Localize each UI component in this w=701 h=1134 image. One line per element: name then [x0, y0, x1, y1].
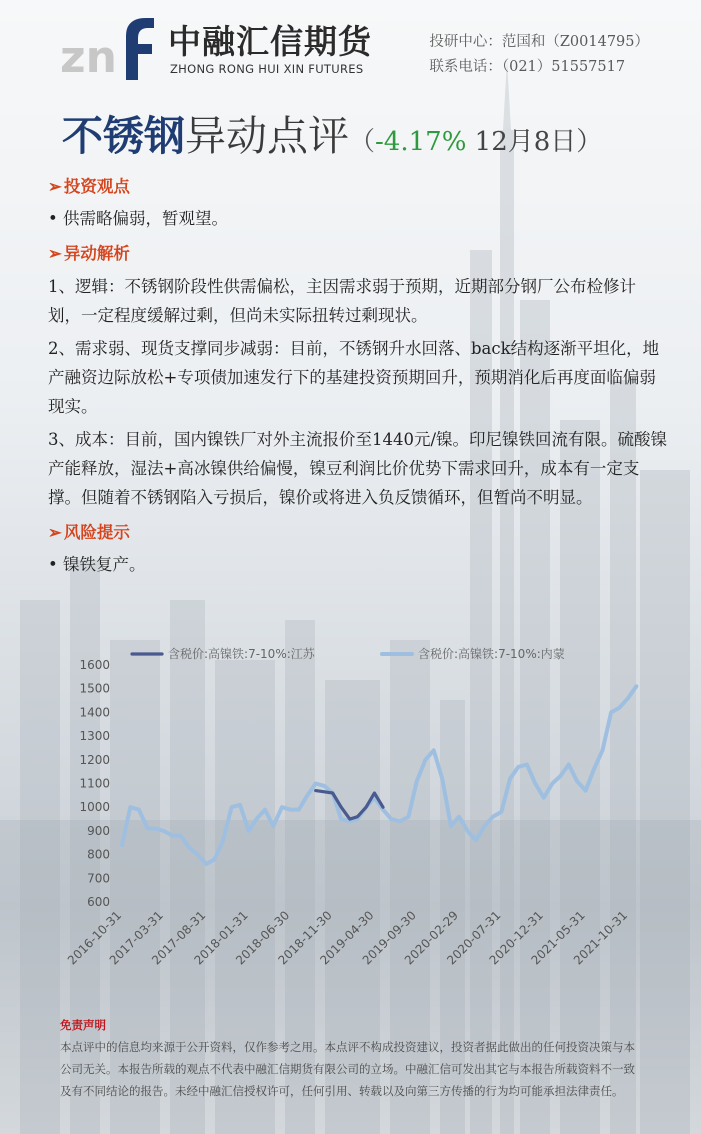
y-tick-label: 700 — [87, 871, 110, 886]
y-tick-label: 900 — [87, 823, 110, 838]
x-tick-label: 2017-03-31 — [106, 908, 166, 968]
series-line-neimeng — [122, 686, 636, 864]
x-tick-label: 2019-09-30 — [359, 908, 419, 968]
logo-znf-mark — [60, 10, 156, 82]
y-tick-label: 1600 — [79, 658, 110, 672]
y-tick-label: 800 — [87, 847, 110, 862]
x-tick-label: 2021-05-31 — [528, 908, 588, 968]
arrow-bullet-icon: ➢ — [48, 523, 62, 542]
title-change-percent: -4.17% — [375, 127, 467, 157]
contact-person: 投研中心：范国和（Z0014795） — [429, 34, 649, 50]
risk-bullet: • 镍铁复产。 — [48, 555, 146, 574]
x-tick-label: 2017-08-31 — [149, 908, 209, 968]
disclaimer-heading: 免责声明 — [60, 1018, 106, 1032]
section-heading-analysis: ➢ 异动解析 — [48, 244, 130, 263]
x-tick-label: 2019-04-30 — [317, 908, 377, 968]
x-tick-label: 2018-11-30 — [275, 908, 335, 968]
section-heading-view: ➢ 投资观点 — [48, 177, 130, 196]
legend-label: 含税价:高镍铁:7-10%:江苏 — [168, 647, 315, 661]
x-tick-label: 2018-01-31 — [191, 908, 251, 968]
company-logo — [60, 10, 380, 82]
analysis-paragraph-demand: 2、需求弱、现货支撑同步减弱：目前，不锈钢升水回落、back结构逐渐平坦化，地产融资边际放松+专项债加速发行下的基建投资预期回升，预期消化后再度面临偏弱现实。 — [48, 339, 660, 416]
disclaimer-body: 本点评中的信息均来源于公开资料，仅作参考之用。本点评不构成投资建议，投资者据此做出的任何投资决策与本公司无关。本报告所载的观点不代表中融汇信期货有限公司的立场。中融汇信可发出其它与本报告所载资料不一致及有不同结论的报告。未经中融汇信授权许可，任何引用、转载以及向第三方传播的行为均可能承担法律责任。 — [60, 1040, 635, 1098]
x-tick-label: 2020-02-29 — [401, 908, 462, 968]
y-tick-label: 1200 — [79, 752, 110, 767]
y-tick-label: 1100 — [79, 776, 110, 791]
section-heading-risk: ➢ 风险提示 — [48, 523, 130, 542]
y-tick-label: 600 — [87, 895, 110, 909]
arrow-bullet-icon: ➢ — [48, 244, 62, 263]
disclaimer — [60, 1014, 640, 1102]
svg-text:zn: zn — [60, 32, 117, 82]
nickel-iron-price-chart — [60, 640, 680, 1020]
y-tick-label: 1500 — [79, 681, 110, 696]
contact-phone: 联系电话：（021）51557517 — [429, 59, 626, 75]
report-content — [48, 172, 668, 579]
page-title — [62, 110, 602, 171]
analysis-paragraph-logic: 1、逻辑：不锈钢阶段性供需偏松，主因需求弱于预期，近期部分钢厂公布检修计划，一定程度缓解过剩，但尚未实际扭转过剩现状。 — [48, 277, 636, 325]
y-tick-label: 1000 — [79, 800, 110, 815]
title-paren-open: （ — [349, 127, 376, 157]
y-tick-label: 1300 — [79, 729, 110, 744]
logo-english-name: ZHONG RONG HUI XIN FUTURES — [170, 62, 364, 76]
contact-info — [429, 30, 649, 80]
x-tick-label: 2018-06-30 — [233, 908, 293, 968]
title-date: 12月8日） — [466, 127, 603, 157]
arrow-bullet-icon: ➢ — [48, 177, 62, 196]
title-subtitle: 异动点评 — [185, 112, 349, 160]
x-tick-label: 2016-10-31 — [64, 908, 125, 968]
x-tick-label: 2021-10-31 — [570, 908, 631, 968]
analysis-paragraph-cost: 3、成本：目前，国内镍铁厂对外主流报价至1440元/镍。印尼镍铁回流有限。硫酸镍产能释放，湿法+高冰镍供给偏慢，镍豆利润比价优势下需求回升，成本有一定支撑。但随着不锈钢陷入亏损后，镍价或将进入负反馈循环，但暂尚不明显。 — [48, 430, 668, 507]
x-tick-label: 2020-07-31 — [444, 908, 504, 968]
title-product: 不锈钢 — [62, 112, 185, 160]
view-bullet: • 供需略偏弱，暂观望。 — [48, 209, 228, 228]
logo-chinese-name: 中融汇信期货 — [168, 22, 372, 61]
series-line-jiangsu — [316, 791, 383, 820]
x-tick-label: 2020-12-31 — [486, 908, 546, 968]
legend-label: 含税价:高镍铁:7-10%:内蒙 — [418, 647, 565, 661]
y-tick-label: 1400 — [79, 705, 110, 720]
